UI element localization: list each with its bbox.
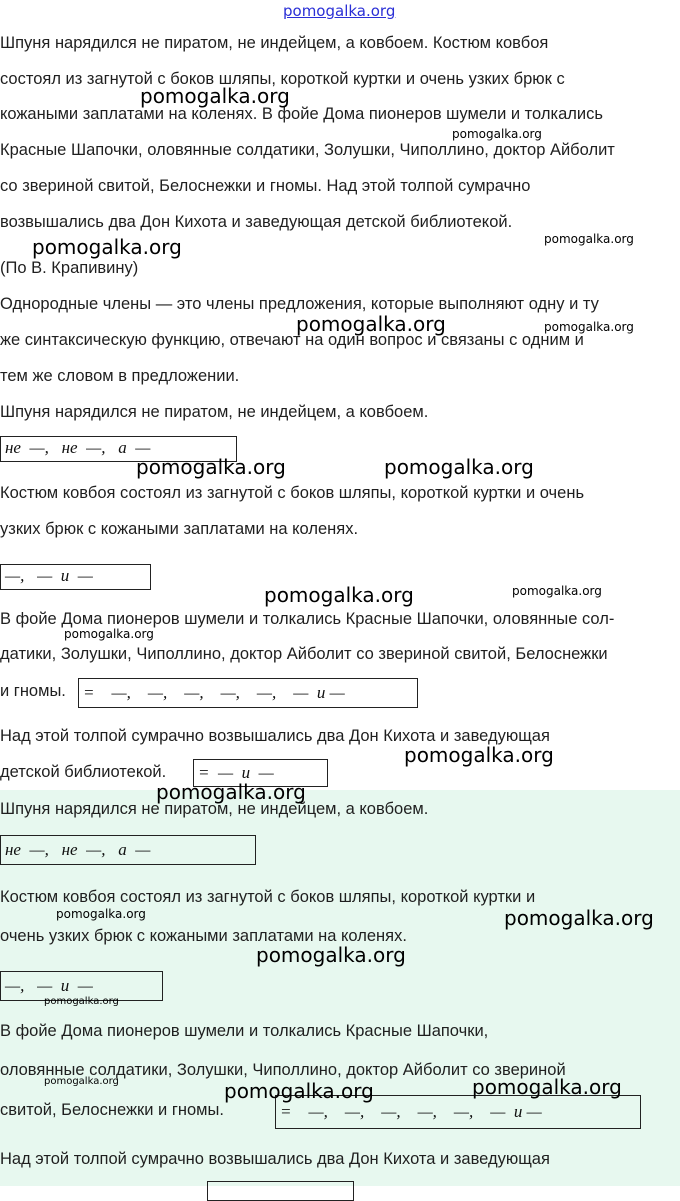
scheme-text: —, — и —	[5, 976, 93, 995]
site-header-link[interactable]: pomogalka.org	[283, 2, 396, 20]
scheme-box	[207, 1181, 354, 1201]
watermark: pomogalka.org	[32, 235, 182, 259]
watermark: pomogalka.org	[64, 627, 154, 641]
scheme-text: не —, не —, а —	[5, 438, 151, 457]
watermark: pomogalka.org	[224, 1079, 374, 1103]
sentence-line: Над этой толпой сумрачно возвышались два Дон Кихота и заведующая	[0, 1150, 550, 1168]
sentence-line: Костюм ковбоя состоял из загнутой с боков шляпы, короткой куртки и	[0, 888, 536, 906]
sentence-line: В фойе Дома пионеров шумели и толкались Красные Шапочки, оловянные сол-	[0, 610, 615, 628]
watermark: pomogalka.org	[472, 1075, 622, 1099]
watermark: pomogalka.org	[544, 320, 634, 334]
sentence-line: очень узких брюк с кожаными заплатами на коленях.	[0, 927, 407, 945]
watermark: pomogalka.org	[296, 312, 446, 336]
scheme-box	[78, 678, 418, 708]
sentence-line: датики, Золушки, Чиполлино, доктор Айболит со звериной свитой, Белоснежки	[0, 645, 608, 663]
text-line: Шпуня нарядился не пиратом, не индейцем, а ковбоем. Костюм ковбоя	[0, 34, 549, 52]
definition-line: же синтаксическую функцию, отвечают на один вопрос и связаны с одним и	[0, 331, 584, 349]
scheme-box	[0, 564, 151, 590]
watermark: pomogalka.org	[384, 455, 534, 479]
watermark: pomogalka.org	[452, 127, 542, 141]
watermark: pomogalka.org	[44, 1076, 119, 1087]
watermark: pomogalka.org	[544, 232, 634, 246]
sentence-line: и гномы.	[0, 682, 66, 700]
text-line: кожаными заплатами на коленях. В фойе Дома пионеров шумели и толкались	[0, 105, 603, 123]
sentence-line: оловянные солдатики, Золушки, Чиполлино, доктор Айболит со звериной	[0, 1061, 566, 1079]
definition-line: Однородные члены — это члены предложения, которые выполняют одну и ту	[0, 295, 599, 313]
sentence-line: детской библиотекой.	[0, 763, 167, 781]
watermark: pomogalka.org	[56, 907, 146, 921]
watermark: pomogalka.org	[44, 996, 119, 1007]
watermark: pomogalka.org	[512, 584, 602, 598]
scheme-text: —, — и —	[5, 566, 93, 585]
watermark: pomogalka.org	[140, 84, 290, 108]
text-line: возвышались два Дон Кихота и заведующая детской библиотекой.	[0, 213, 513, 231]
watermark: pomogalka.org	[156, 780, 306, 804]
sentence-line: узких брюк с кожаными заплатами на коленях.	[0, 520, 359, 538]
source-citation: (По В. Крапивину)	[0, 259, 139, 277]
text-line: Красные Шапочки, оловянные солдатики, Золушки, Чиполлино, доктор Айболит	[0, 141, 615, 159]
text-line: состоял из загнутой с боков шляпы, короткой куртки и очень узких брюк с	[0, 70, 565, 88]
scheme-box	[0, 835, 256, 865]
watermark: pomogalka.org	[264, 583, 414, 607]
sentence-line: Над этой толпой сумрачно возвышались два Дон Кихота и заведующая	[0, 727, 550, 745]
sentence-line: В фойе Дома пионеров шумели и толкались Красные Шапочки,	[0, 1022, 489, 1040]
scheme-text: не —, не —, а —	[5, 840, 151, 859]
scheme-text: = — и —	[198, 763, 274, 782]
sentence-line: Костюм ковбоя состоял из загнутой с боков шляпы, короткой куртки и очень	[0, 484, 585, 502]
watermark: pomogalka.org	[136, 455, 286, 479]
sentence-line: Шпуня нарядился не пиратом, не индейцем, а ковбоем.	[0, 800, 429, 818]
sentence-line: свитой, Белоснежки и гномы.	[0, 1101, 224, 1119]
text-line: со звериной свитой, Белоснежки и гномы. Над этой толпой сумрачно	[0, 177, 531, 195]
watermark: pomogalka.org	[404, 743, 554, 767]
sentence-line: Шпуня нарядился не пиратом, не индейцем, а ковбоем.	[0, 403, 429, 421]
scheme-text: = —, —, —, —, —, — и —	[280, 1102, 542, 1121]
watermark: pomogalka.org	[504, 906, 654, 930]
watermark: pomogalka.org	[256, 943, 406, 967]
scheme-text: = —, —, —, —, —, — и —	[83, 683, 345, 702]
definition-line: тем же словом в предложении.	[0, 367, 240, 385]
